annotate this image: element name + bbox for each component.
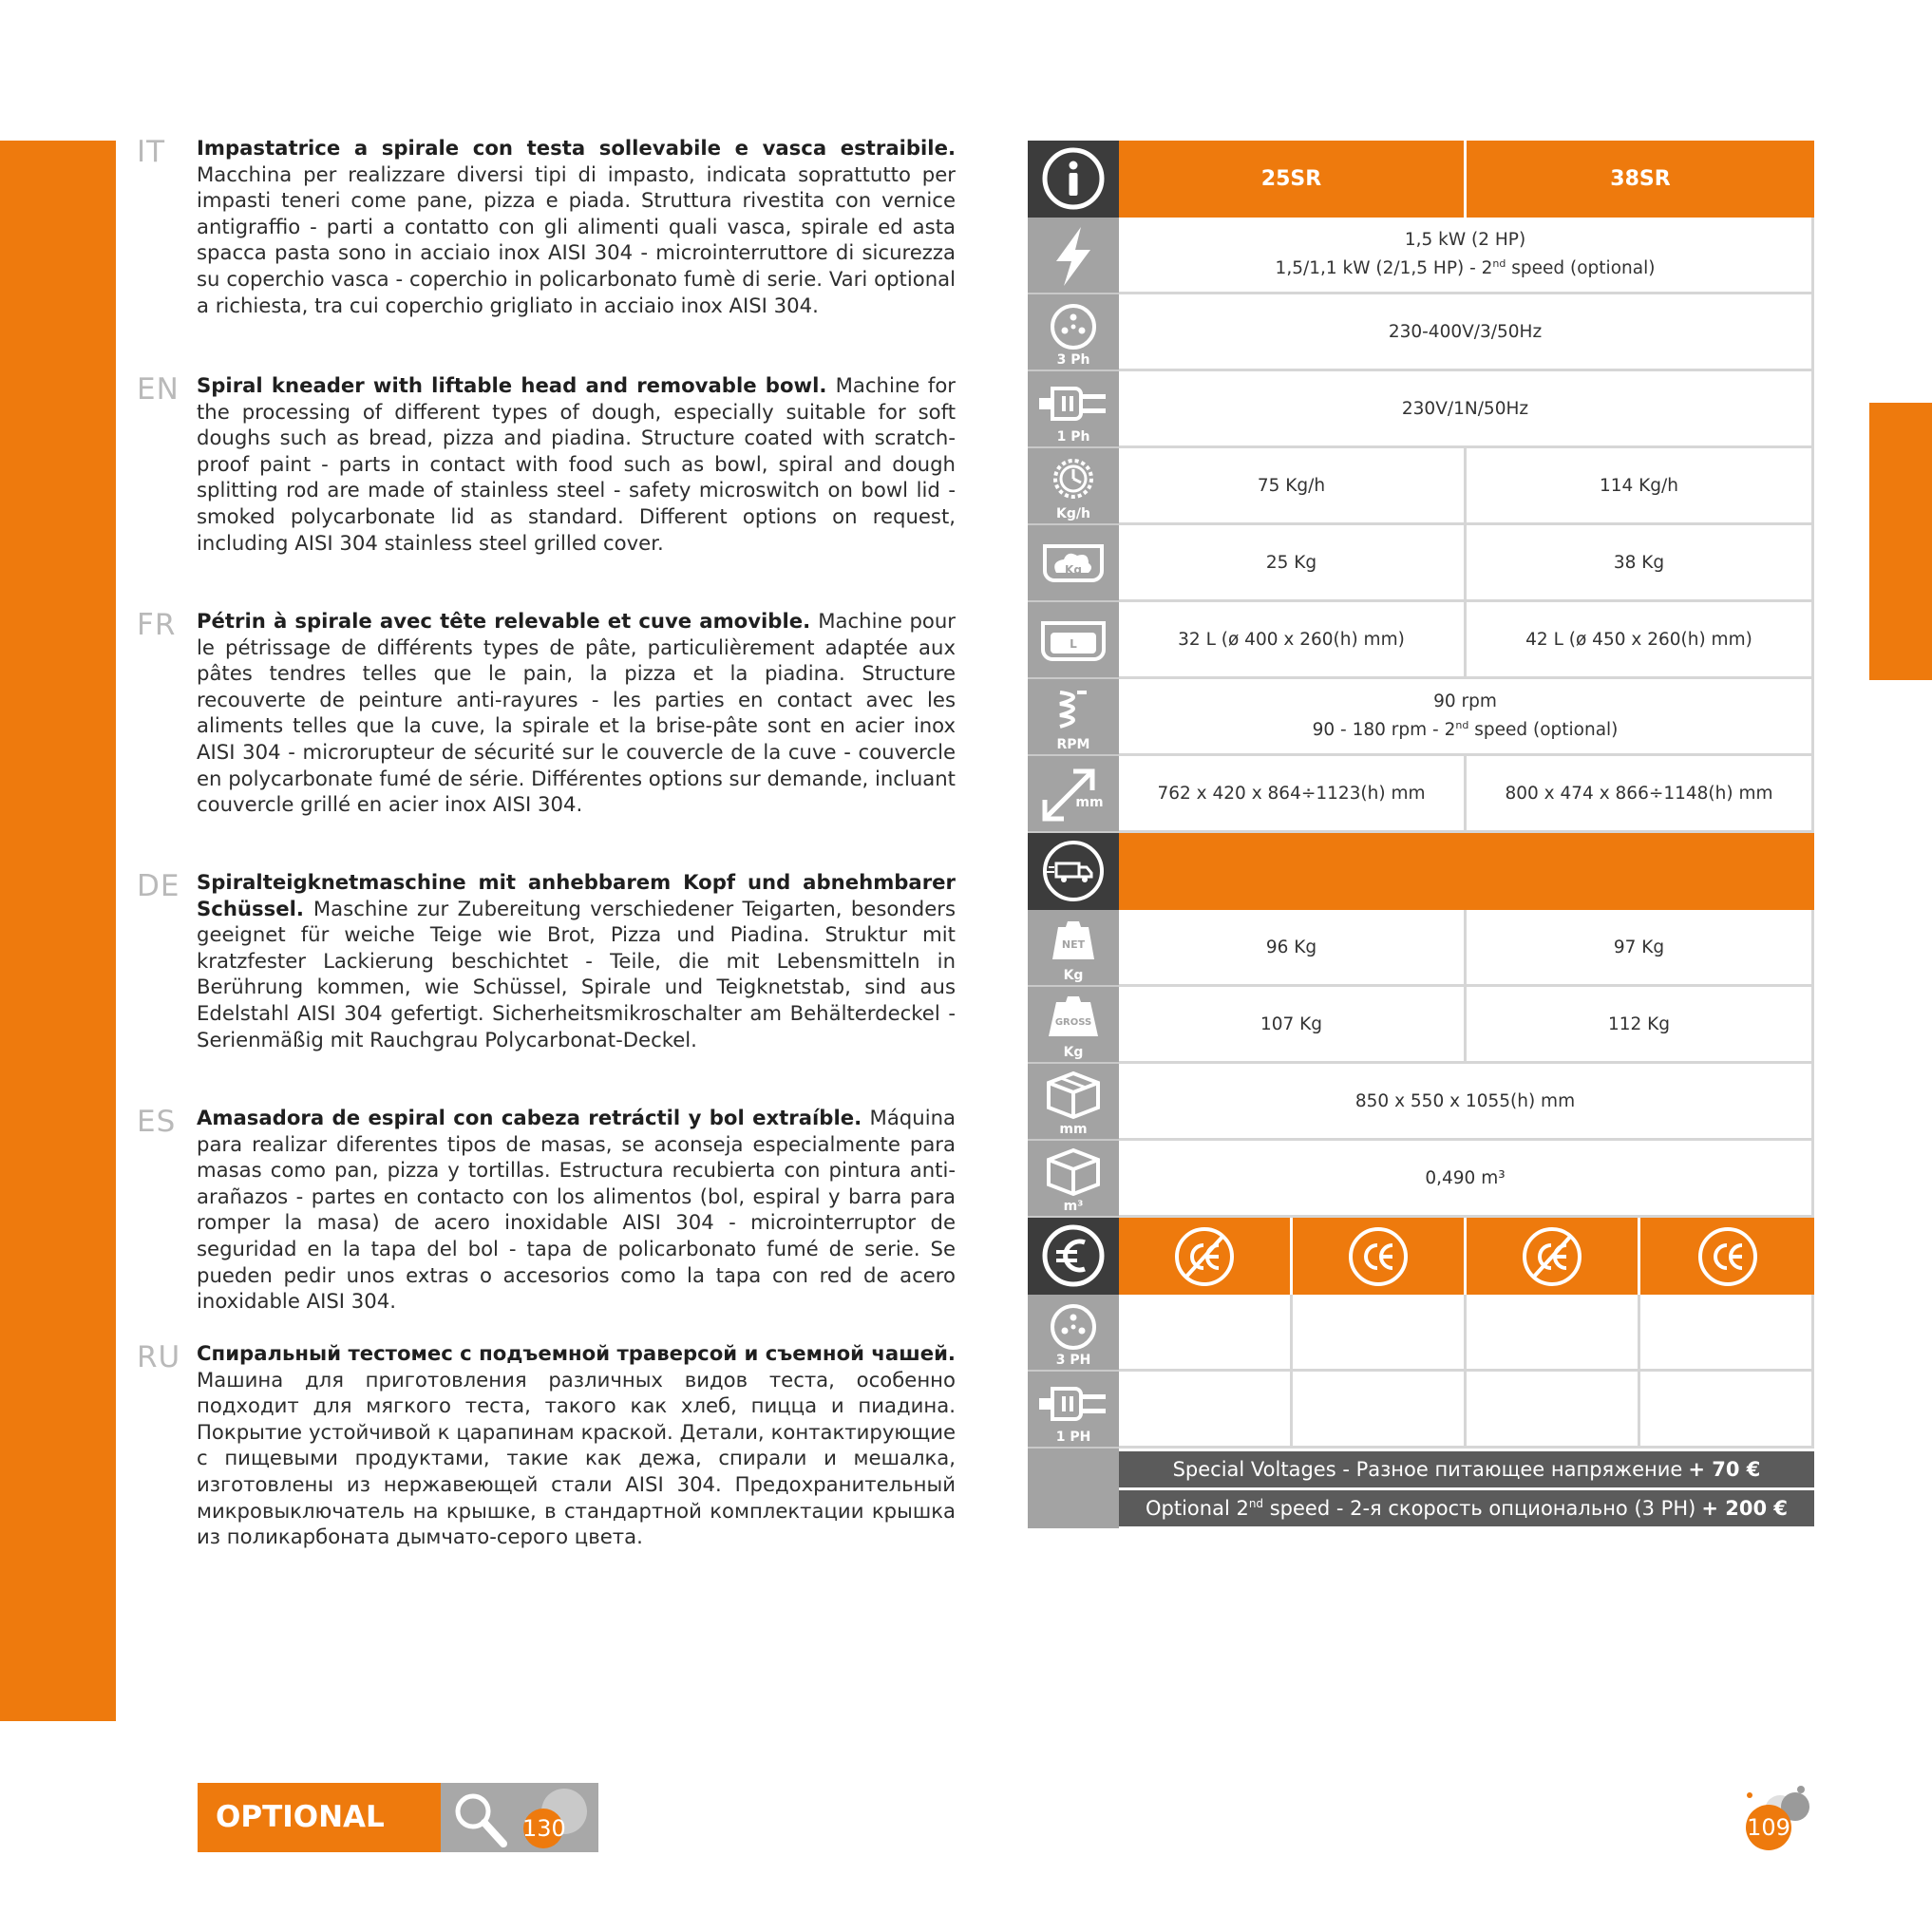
- production-38sr: 114 Kg/h: [1467, 448, 1814, 525]
- left-accent-bar: [0, 141, 116, 1721]
- packing-size-row: [1028, 1064, 1814, 1141]
- delivery-truck-icon: [1028, 833, 1119, 910]
- ce-cell-1: [1293, 1218, 1467, 1295]
- second-speed-bar: [1119, 1490, 1814, 1526]
- optional-page-number[interactable]: 130: [522, 1815, 566, 1842]
- page-number: 109: [1747, 1814, 1790, 1841]
- bowl-38sr: 42 L (ø 450 x 260(h) mm): [1467, 602, 1814, 679]
- packing-size-value: 850 x 550 x 1055(h) mm: [1119, 1064, 1814, 1141]
- speed-row: [1028, 679, 1814, 756]
- info-icon-cell: [1028, 141, 1119, 218]
- speed-caption: RPM: [1056, 737, 1090, 752]
- description-title: Amasadora de espiral con cabeza retráctil y bol extraíble.: [197, 1106, 870, 1129]
- three-phase-icon-cell: [1028, 294, 1119, 371]
- model-38sr: 38SR: [1467, 141, 1814, 218]
- speed-icon-cell: [1028, 679, 1119, 756]
- bowl-25sr: 32 L (ø 400 x 260(h) mm): [1119, 602, 1467, 679]
- gross-weight-icon-cell: [1028, 987, 1119, 1064]
- price-icon-cell: [1028, 1218, 1119, 1295]
- lang-code: DE: [137, 869, 180, 903]
- power-icon-cell: [1028, 218, 1119, 294]
- description-title: Spiral kneader with liftable head and removable bowl.: [197, 373, 836, 397]
- net-weight-25sr: 96 Kg: [1119, 910, 1467, 987]
- header-row: [1028, 141, 1814, 218]
- one-phase-icon-cell: [1028, 371, 1119, 448]
- three-phase-caption: 3 Ph: [1056, 352, 1090, 368]
- speed-line2: 90 - 180 rpm - 2nd speed (optional): [1312, 719, 1619, 741]
- gross-weight-caption: Kg: [1063, 1045, 1084, 1060]
- power-value: [1119, 218, 1814, 294]
- price-1ph-cell: [1640, 1372, 1814, 1449]
- capacity-38sr: 38 Kg: [1467, 525, 1814, 602]
- price-1ph-cell: [1293, 1372, 1467, 1449]
- price-one-phase-icon-cell: [1028, 1372, 1119, 1449]
- lang-code: EN: [137, 372, 180, 407]
- dimensions-38sr: 800 x 474 x 866÷1148(h) mm: [1467, 756, 1814, 833]
- no-ce-mark-icon: [1519, 1223, 1585, 1290]
- net-weight-caption: Kg: [1063, 968, 1084, 983]
- description-body: Machine for the processing of different types of dough, especially suitable for soft doughs such as bread, pizza and piadina. Structure coated with scratch-proof paint - parts in contact with food such as bowl, spiral and dough splitting rod are made of stainless steel - safety microswitch on bowl lid - smoked polycarbonate lid as standard. Different options on request, including AISI 304 stainless steel grilled cover.: [197, 373, 956, 555]
- voltage-1ph-row: [1028, 371, 1814, 448]
- description-title: Спиральный тестомес с подъемной траверсой и съемной чашей.: [197, 1341, 956, 1365]
- model-25sr: 25SR: [1119, 141, 1467, 218]
- ce-crossed-cell-2: [1467, 1218, 1640, 1295]
- options-icon-column: [1028, 1449, 1119, 1528]
- gross-weight-25sr: 107 Kg: [1119, 987, 1467, 1064]
- bowl-icon-label: L: [1070, 637, 1077, 651]
- right-section-tab: [1869, 403, 1932, 680]
- gross-icon-label: GROSS: [1054, 1017, 1092, 1028]
- packing-size-caption: mm: [1059, 1122, 1088, 1137]
- voltage-1ph-value: 230V/1N/50Hz: [1119, 371, 1814, 448]
- net-weight-38sr: 97 Kg: [1467, 910, 1814, 987]
- page-number-badge: [1738, 1782, 1814, 1858]
- optional-label[interactable]: OPTIONAL: [216, 1800, 385, 1834]
- packing-volume-caption: m³: [1063, 1199, 1084, 1214]
- dimensions-icon-cell: [1028, 756, 1119, 833]
- description-body: Machine pour le pétrissage de différents types de pâte, particulièrement adaptée aux pâtes tendres telles que le pain, la pizza et la piadina. Structure recouverte de peinture anti-rayures - les parties en contact avec les aliments telles que la cuve, la spirale et la brise-pâte sont en acier inox AISI 304 - microrupteur de sécurité sur le couvercle de la cuve - couvercle en polycarbonate fumé de série. Différentes options sur demande, incluant couvercle grillé en acier inox AISI 304.: [197, 609, 956, 817]
- second-speed-label: Optional 2nd speed - 2-я скорость опционально (3 PH): [1145, 1497, 1696, 1520]
- net-icon-label: NET: [1061, 938, 1086, 951]
- power-line2: 1,5/1,1 kW (2/1,5 HP) - 2nd speed (optional): [1275, 257, 1656, 279]
- shipping-icon-cell: [1028, 833, 1119, 910]
- price-three-phase-icon-cell: [1028, 1295, 1119, 1372]
- description-body: Машина для приготовления различных видов теста, особенно подходит для мягкого теста, такого как хлеб, пицца и пиадина. Покрытие устойчивой к царапинам краской. Детали, контактирующие с пищевыми продуктами, такие как дежа, спирали и мешалка, изготовлены из нержавеющей стали AISI 304. Предохранительный микровыключатель на крышке, в стандартной комплектации крышка из поликарбоната дымчато-серого цвета.: [197, 1367, 956, 1549]
- price-1ph-row: [1028, 1372, 1814, 1449]
- ce-mark-icon: [1695, 1223, 1761, 1290]
- ce-mark-icon: [1345, 1223, 1411, 1290]
- production-row: [1028, 448, 1814, 525]
- lang-code: RU: [137, 1340, 181, 1374]
- lang-code: IT: [137, 135, 166, 169]
- second-speed-price: + 200 €: [1701, 1497, 1788, 1520]
- special-voltages-price: + 70 €: [1688, 1458, 1761, 1481]
- net-weight-icon-cell: [1028, 910, 1119, 987]
- optional-button[interactable]: [198, 1783, 441, 1852]
- shipping-header-band: [1119, 833, 1814, 910]
- price-one-phase-caption: 1 PH: [1055, 1430, 1091, 1445]
- one-phase-caption: 1 Ph: [1056, 429, 1090, 445]
- production-caption: Kg/h: [1056, 506, 1090, 521]
- price-three-phase-caption: 3 PH: [1055, 1353, 1091, 1368]
- price-1ph-cell: [1119, 1372, 1293, 1449]
- magnifier-icon[interactable]: [441, 1783, 598, 1852]
- price-3ph-cell: [1640, 1295, 1814, 1372]
- price-3ph-cell: [1467, 1295, 1640, 1372]
- production-icon-cell: [1028, 448, 1119, 525]
- lightning-icon: [1028, 218, 1119, 294]
- price-3ph-cell: [1119, 1295, 1293, 1372]
- shipping-header-row: [1028, 833, 1814, 910]
- gross-weight-38sr: 112 Kg: [1467, 987, 1814, 1064]
- capacity-25sr: 25 Kg: [1119, 525, 1467, 602]
- packing-size-icon-cell: [1028, 1064, 1119, 1141]
- ce-crossed-cell-1: [1119, 1218, 1293, 1295]
- no-ce-mark-icon: [1171, 1223, 1238, 1290]
- speed-value: [1119, 679, 1814, 756]
- gross-weight-row: [1028, 987, 1814, 1064]
- production-25sr: 75 Kg/h: [1119, 448, 1467, 525]
- bowl-volume-icon: [1028, 602, 1119, 679]
- lang-code: FR: [137, 608, 177, 642]
- voltage-3ph-row: [1028, 294, 1814, 371]
- dimensions-row: [1028, 756, 1814, 833]
- ce-cell-2: [1640, 1218, 1814, 1295]
- price-3ph-cell: [1293, 1295, 1467, 1372]
- description-title: Impastatrice a spirale con testa sollevabile e vasca estraibile.: [197, 136, 956, 160]
- description-body: Macchina per realizzare diversi tipi di impasto, indicata soprattutto per impasti teneri come pane, pizza e piada. Struttura rivestita con vernice antigraffio - parti a contatto con gli alimenti quali vasca, spirale ed asta spacca pasta sono in acciaio inox AISI 304 - microinterruttore di sicurezza su coperchio vasca - coperchio in policarbonato fumè di serie. Vari optional a richiesta, tra cui coperchio grigliato in acciaio inox AISI 304.: [197, 161, 956, 317]
- speed-line1: 90 rpm: [1433, 691, 1497, 712]
- description-title: Spiralteigknetmaschine mit anhebbarem Kopf und abnehmbarer Schüssel.: [197, 870, 956, 920]
- packing-volume-icon-cell: [1028, 1141, 1119, 1218]
- packing-volume-value: 0,490 m³: [1119, 1141, 1814, 1218]
- net-weight-row: [1028, 910, 1814, 987]
- packing-volume-row: [1028, 1141, 1814, 1218]
- power-line1: 1,5 kW (2 HP): [1404, 230, 1526, 251]
- capacity-row: [1028, 525, 1814, 602]
- voltage-3ph-value: 230-400V/3/50Hz: [1119, 294, 1814, 371]
- power-row: [1028, 218, 1814, 294]
- capacity-icon-label: Kg: [1065, 563, 1082, 577]
- special-voltages-label: Special Voltages - Разное питающее напряжение: [1172, 1458, 1683, 1481]
- info-icon: [1028, 141, 1119, 218]
- bowl-row: [1028, 602, 1814, 679]
- description-title: Pétrin à spirale avec tête relevable et cuve amovible.: [197, 609, 819, 633]
- bowl-icon-cell: [1028, 602, 1119, 679]
- lang-code: ES: [137, 1105, 177, 1139]
- description-body: Maschine zur Zubereitung verschiedener Teigarten, besonders geeignet für weiche Teige wie Brot, Pizza und Piadina. Struktur mit kratzfester Lackierung beschichtet - Teile, die mit Lebensmitteln in Berührung kommen, wie Schüssel, Spirale und Teigknetstab, sind aus Edelstahl AISI 304 gefertigt. Sicherheitsmikroschalter am Behälterdeckel - Serienmäßig mit Rauchgrau Polycarbonat-Deckel.: [197, 896, 956, 1051]
- price-3ph-row: [1028, 1295, 1814, 1372]
- special-voltages-bar: [1119, 1451, 1814, 1487]
- euro-icon: [1028, 1218, 1119, 1295]
- description-body: Máquina para realizar diferentes tipos de masas, se aconseja especialmente para masas como pan, pizza y tortillas. Estructura recubierta con pintura anti-arañazos - partes en contacto con los alimentos (bol, espiral y barra para romper la masa) de acero inoxidable AISI 304 - microinterruptor de seguridad en la tapa del bol - tapa de policarbonato fumé de serie. Se pueden pedir unos extras o accesorios como la tapa con red de acero inoxidable AISI 304.: [197, 1106, 956, 1314]
- dimensions-caption: mm: [1075, 795, 1104, 810]
- price-1ph-cell: [1467, 1372, 1640, 1449]
- dimensions-25sr: 762 x 420 x 864÷1123(h) mm: [1119, 756, 1467, 833]
- dough-bowl-icon: [1028, 525, 1119, 602]
- price-header-row: [1028, 1218, 1814, 1295]
- optional-page-link[interactable]: [441, 1783, 598, 1852]
- capacity-icon-cell: [1028, 525, 1119, 602]
